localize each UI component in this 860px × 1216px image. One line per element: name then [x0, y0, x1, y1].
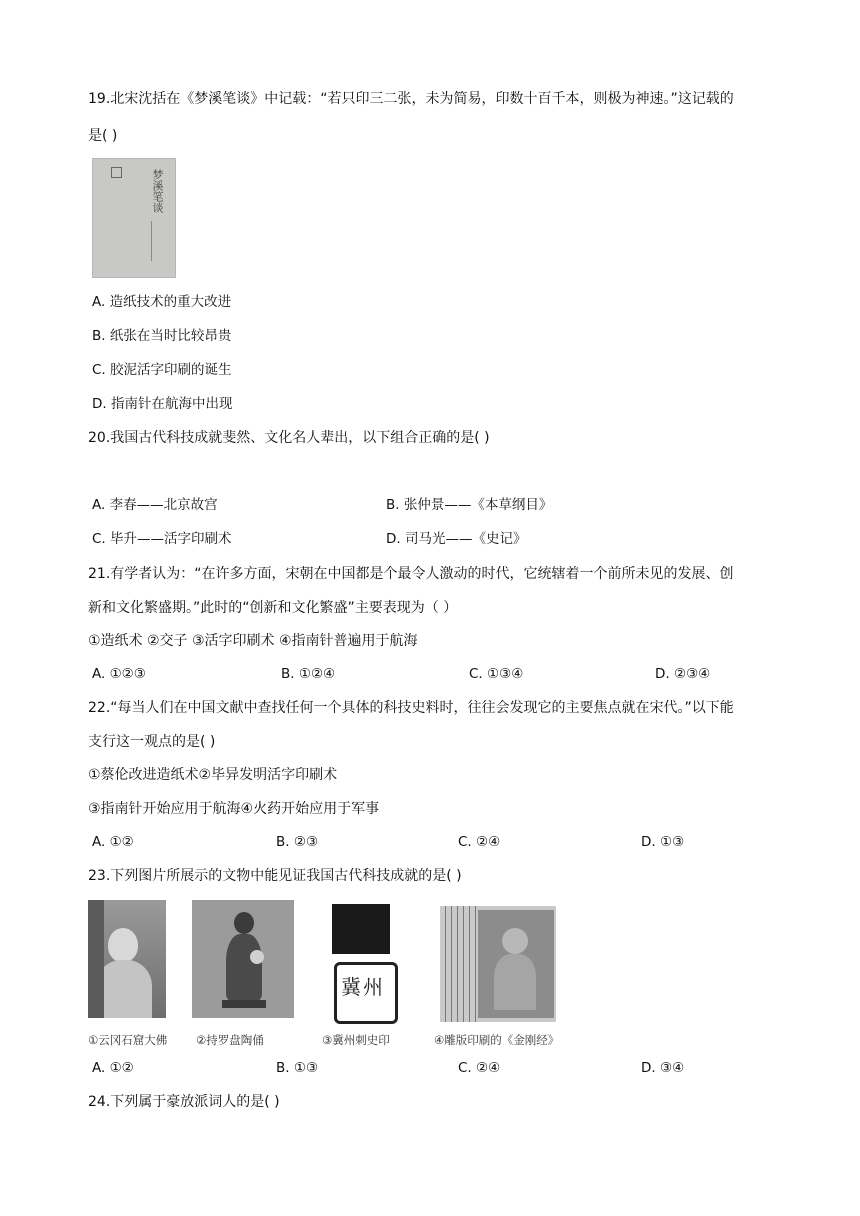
q19-stem-line1: 19.北宋沈括在《梦溪笔谈》中记载：“若只印三二张，未为简易，印数十百千本，则极为神速。”这记载的 [88, 91, 734, 107]
q21-option-a[interactable]: A. ①②③ [92, 666, 146, 682]
seal-imprint [334, 962, 398, 1024]
seal-image [332, 904, 390, 954]
caption-1: ①云冈石窟大佛 [88, 1033, 168, 1047]
q23-stem: 23.下列图片所展示的文物中能见证我国古代科技成就的是( ) [88, 868, 462, 884]
caption-2: ②持罗盘陶俑 [196, 1033, 264, 1047]
caption-3: ③冀州刺史印 [322, 1033, 390, 1047]
q22-items-line2: ③指南针开始应用于航海④火药开始应用于军事 [88, 801, 380, 817]
q19-book-image [92, 158, 176, 278]
q21-items: ①造纸术 ②交子 ③活字印刷术 ④指南针普遍用于航海 [88, 633, 418, 649]
q22-items-line1: ①蔡伦改进造纸术②毕异发明活字印刷术 [88, 767, 338, 783]
q23-option-c[interactable]: C. ②④ [458, 1060, 501, 1076]
q22-option-b[interactable]: B. ②③ [276, 834, 319, 850]
q20-option-b[interactable]: B. 张仲景——《本草纲目》 [386, 497, 553, 513]
buddha-statue-image [88, 900, 166, 1018]
book-label-left [111, 167, 122, 178]
q22-stem-line2: 支行这一观点的是( ) [88, 734, 216, 750]
q22-stem-line1: 22.“每当人们在中国文献中查找任何一个具体的科技史料时，往往会发现它的主要焦点就在宋代。”以下能 [88, 700, 734, 716]
q24-stem: 24.下列属于豪放派词人的是( ) [88, 1094, 280, 1110]
q20-option-a[interactable]: A. 李春——北京故宫 [92, 497, 218, 513]
q21-stem-line1: 21.有学者认为：“在许多方面，宋朝在中国都是个最令人激动的时代，它统辖着一个前所未见的发展、创 [88, 566, 734, 582]
book-title-label: 梦溪笔谈 [151, 169, 164, 213]
q22-option-a[interactable]: A. ①② [92, 834, 134, 850]
q22-option-d[interactable]: D. ①③ [641, 834, 685, 850]
q23-option-b[interactable]: B. ①③ [276, 1060, 319, 1076]
q21-stem-line2: 新和文化繁盛期。”此时的“创新和文化繁盛”主要表现为（ ） [88, 600, 458, 616]
q20-stem: 20.我国古代科技成就斐然、文化名人辈出，以下组合正确的是( ) [88, 430, 490, 446]
pottery-figurine-image [192, 900, 294, 1018]
q23-option-a[interactable]: A. ①② [92, 1060, 134, 1076]
q20-option-d[interactable]: D. 司马光——《史记》 [386, 531, 527, 547]
caption-4: ④雕版印刷的《金刚经》 [434, 1033, 560, 1047]
q19-option-c[interactable]: C. 胶泥活字印刷的诞生 [92, 362, 232, 378]
q19-option-d[interactable]: D. 指南针在航海中出现 [92, 396, 233, 412]
q22-option-c[interactable]: C. ②④ [458, 834, 501, 850]
q21-option-b[interactable]: B. ①②④ [281, 666, 336, 682]
diamond-sutra-image [440, 906, 556, 1022]
q21-option-d[interactable]: D. ②③④ [655, 666, 711, 682]
seal-text: 冀州 [341, 975, 385, 999]
q20-option-c[interactable]: C. 毕升——活字印刷术 [92, 531, 232, 547]
q23-option-d[interactable]: D. ③④ [641, 1060, 685, 1076]
q19-option-a[interactable]: A. 造纸技术的重大改进 [92, 294, 232, 310]
q19-stem-line2: 是( ) [88, 128, 118, 144]
q19-option-b[interactable]: B. 纸张在当时比较昂贵 [92, 328, 232, 344]
q21-option-c[interactable]: C. ①③④ [469, 666, 524, 682]
